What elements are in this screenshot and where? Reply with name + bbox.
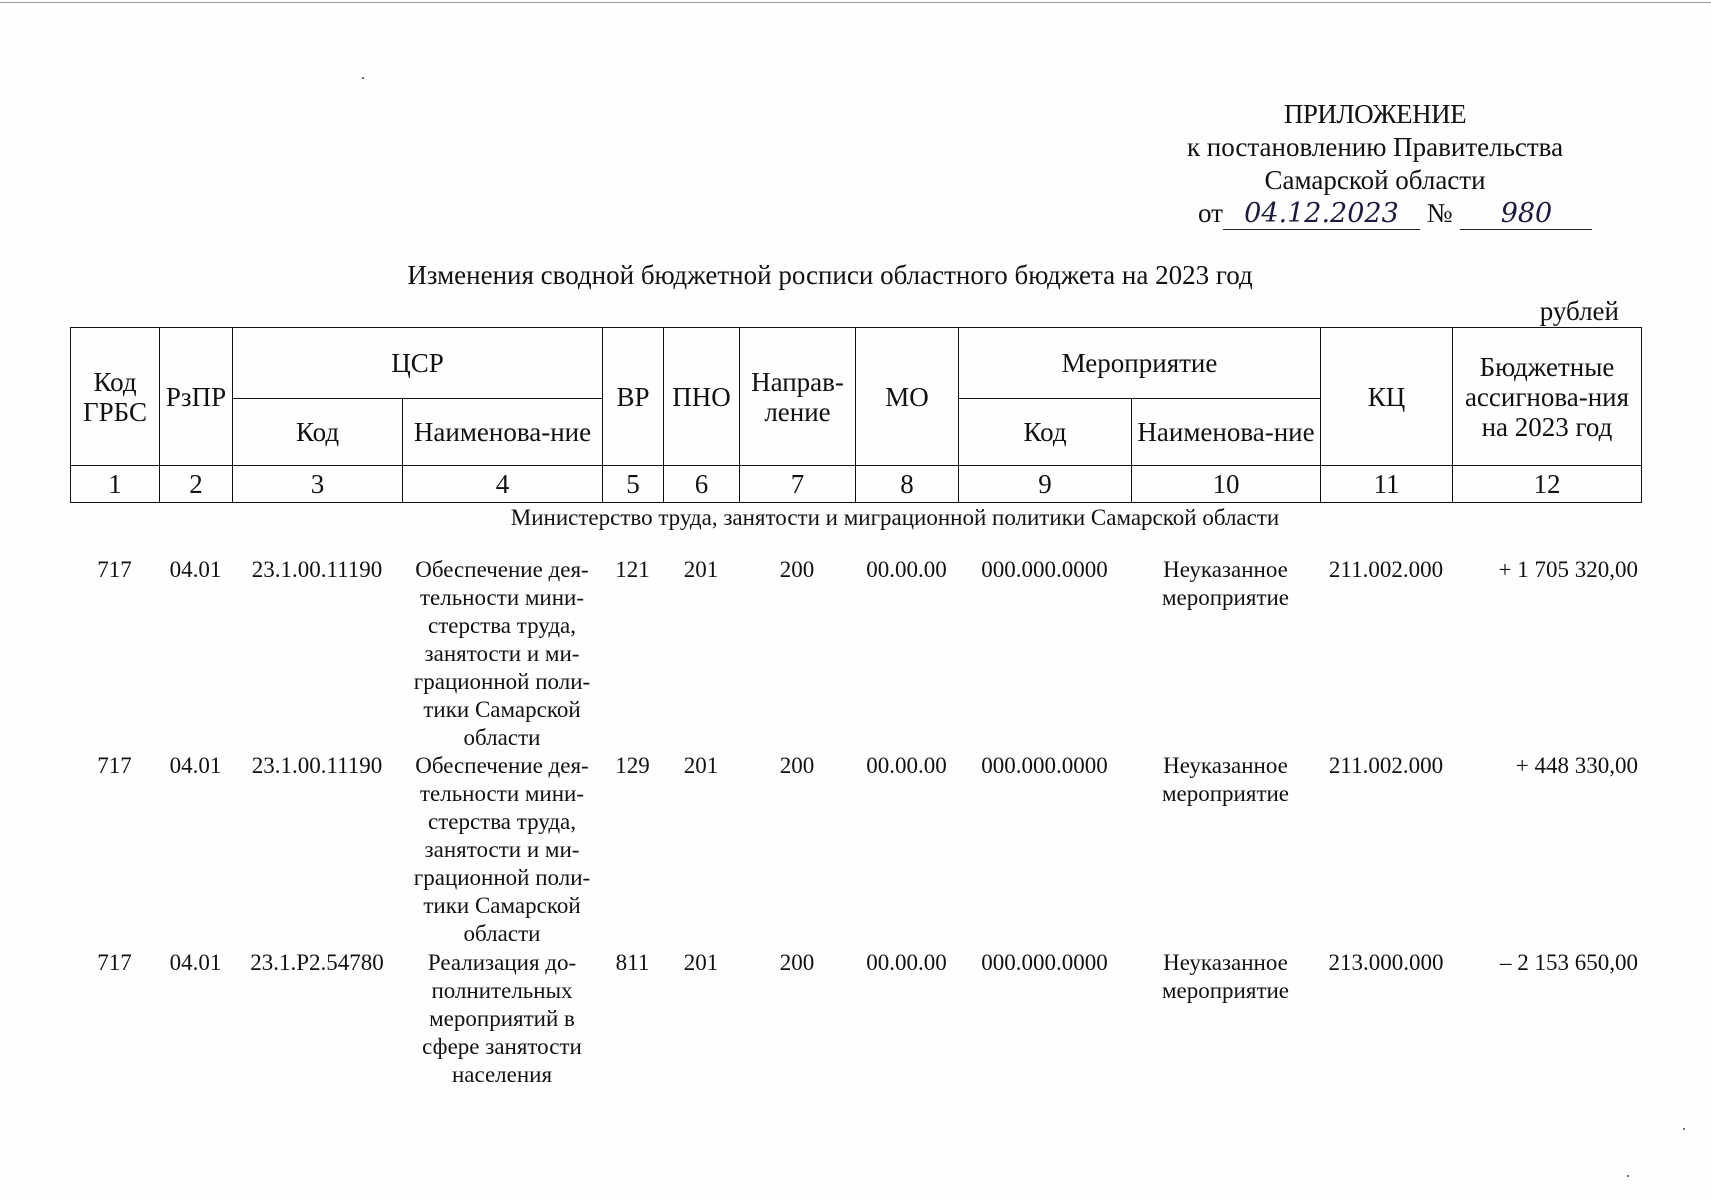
cell-direction: 200 <box>779 557 815 582</box>
column-number: 6 <box>664 466 740 503</box>
header-event-name: Наименова-ние <box>1132 399 1321 466</box>
column-number: 10 <box>1132 466 1321 503</box>
appendix-region: Самарской области <box>1264 165 1486 195</box>
date-prefix: от <box>1198 198 1223 228</box>
cell-amount: + 448 330,00 <box>1515 753 1638 778</box>
header-event-code: Код <box>959 399 1132 466</box>
cell-amount: + 1 705 320,00 <box>1498 557 1638 582</box>
cell-kc: 211.002.000 <box>1328 753 1444 778</box>
cell-rzpr: 04.01 <box>169 557 222 582</box>
header-direction: Направ-ление <box>740 328 856 466</box>
cell-event-code: 000.000.0000 <box>981 557 1108 582</box>
header-csr-name: Наименова-ние <box>403 399 603 466</box>
column-number: 5 <box>603 466 664 503</box>
header-csr-code: Код <box>233 399 403 466</box>
cell-rzpr: 04.01 <box>169 753 222 778</box>
header-mo: МО <box>856 328 959 466</box>
cell-pno: 201 <box>683 950 719 975</box>
number-sign: № <box>1426 198 1453 228</box>
appendix-date-line <box>1198 197 1592 230</box>
cell-csr-name: Реализация до- полнительных мероприятий в сфере занятости населения <box>422 950 582 1087</box>
cell-direction: 200 <box>779 753 815 778</box>
appendix-title: ПРИЛОЖЕНИЕ <box>1283 99 1467 129</box>
header-pno: ПНО <box>664 328 740 466</box>
header-rzpr: РзПР <box>160 328 233 466</box>
cell-vr: 129 <box>615 753 650 778</box>
header-grbs: Код ГРБС <box>71 328 160 466</box>
cell-event-code: 000.000.0000 <box>981 950 1108 975</box>
header-vr: ВР <box>603 328 664 466</box>
cell-grbs: 717 <box>97 557 132 582</box>
cell-event-name: Неуказанное мероприятие <box>1161 950 1290 1003</box>
column-number: 7 <box>740 466 856 503</box>
budget-table-header <box>70 327 1642 503</box>
cell-vr: 811 <box>615 950 650 975</box>
handwritten-number: 980 <box>1460 199 1592 230</box>
cell-mo: 00.00.00 <box>866 753 947 778</box>
appendix-subtitle: к постановлению Правительства <box>1186 132 1564 162</box>
cell-csr-code: 23.1.00.11190 <box>251 753 383 778</box>
scan-speck <box>362 77 364 79</box>
scan-speck <box>1683 1128 1685 1130</box>
scan-speck <box>1627 1175 1629 1177</box>
cell-direction: 200 <box>779 950 815 975</box>
cell-pno: 201 <box>683 557 719 582</box>
header-event: Мероприятие <box>959 328 1321 399</box>
handwritten-date: 04.12.2023 <box>1223 199 1420 230</box>
cell-csr-name: Обеспечение дея- тельности мини- стерства труда, занятости и ми- грационной поли- тики Самарской области <box>413 557 591 750</box>
cell-mo: 00.00.00 <box>866 950 947 975</box>
cell-grbs: 717 <box>97 753 132 778</box>
appendix-block <box>1150 98 1600 229</box>
header-budget: Бюджетные ассигнова-ния на 2023 год <box>1453 328 1642 466</box>
cell-mo: 00.00.00 <box>866 557 947 582</box>
cell-kc: 213.000.000 <box>1328 950 1444 975</box>
cell-rzpr: 04.01 <box>169 950 222 975</box>
header-csr: ЦСР <box>233 328 603 399</box>
ministry-heading: Министерство труда, занятости и миграционной политики Самарской области <box>510 505 1280 530</box>
units-label: рублей <box>1539 296 1619 326</box>
column-number: 11 <box>1321 466 1453 503</box>
header-kc: КЦ <box>1321 328 1453 466</box>
cell-csr-code: 23.1.00.11190 <box>251 557 383 582</box>
cell-amount: – 2 153 650,00 <box>1500 950 1638 975</box>
column-number: 3 <box>233 466 403 503</box>
cell-grbs: 717 <box>97 950 132 975</box>
cell-csr-name: Обеспечение дея- тельности мини- стерства труда, занятости и ми- грационной поли- тики Самарской области <box>413 753 591 946</box>
cell-csr-code: 23.1.P2.54780 <box>250 950 384 975</box>
column-number: 2 <box>160 466 233 503</box>
cell-event-name: Неуказанное мероприятие <box>1161 753 1290 806</box>
column-number: 4 <box>403 466 603 503</box>
cell-event-code: 000.000.0000 <box>981 753 1108 778</box>
column-number: 1 <box>71 466 160 503</box>
scan-top-border <box>0 2 1711 3</box>
column-number: 8 <box>856 466 959 503</box>
cell-event-name: Неуказанное мероприятие <box>1161 557 1290 610</box>
cell-kc: 211.002.000 <box>1328 557 1444 582</box>
document-title: Изменения сводной бюджетной росписи областного бюджета на 2023 год <box>407 260 1253 290</box>
column-number: 12 <box>1453 466 1642 503</box>
column-number: 9 <box>959 466 1132 503</box>
cell-pno: 201 <box>683 753 719 778</box>
cell-vr: 121 <box>615 557 650 582</box>
